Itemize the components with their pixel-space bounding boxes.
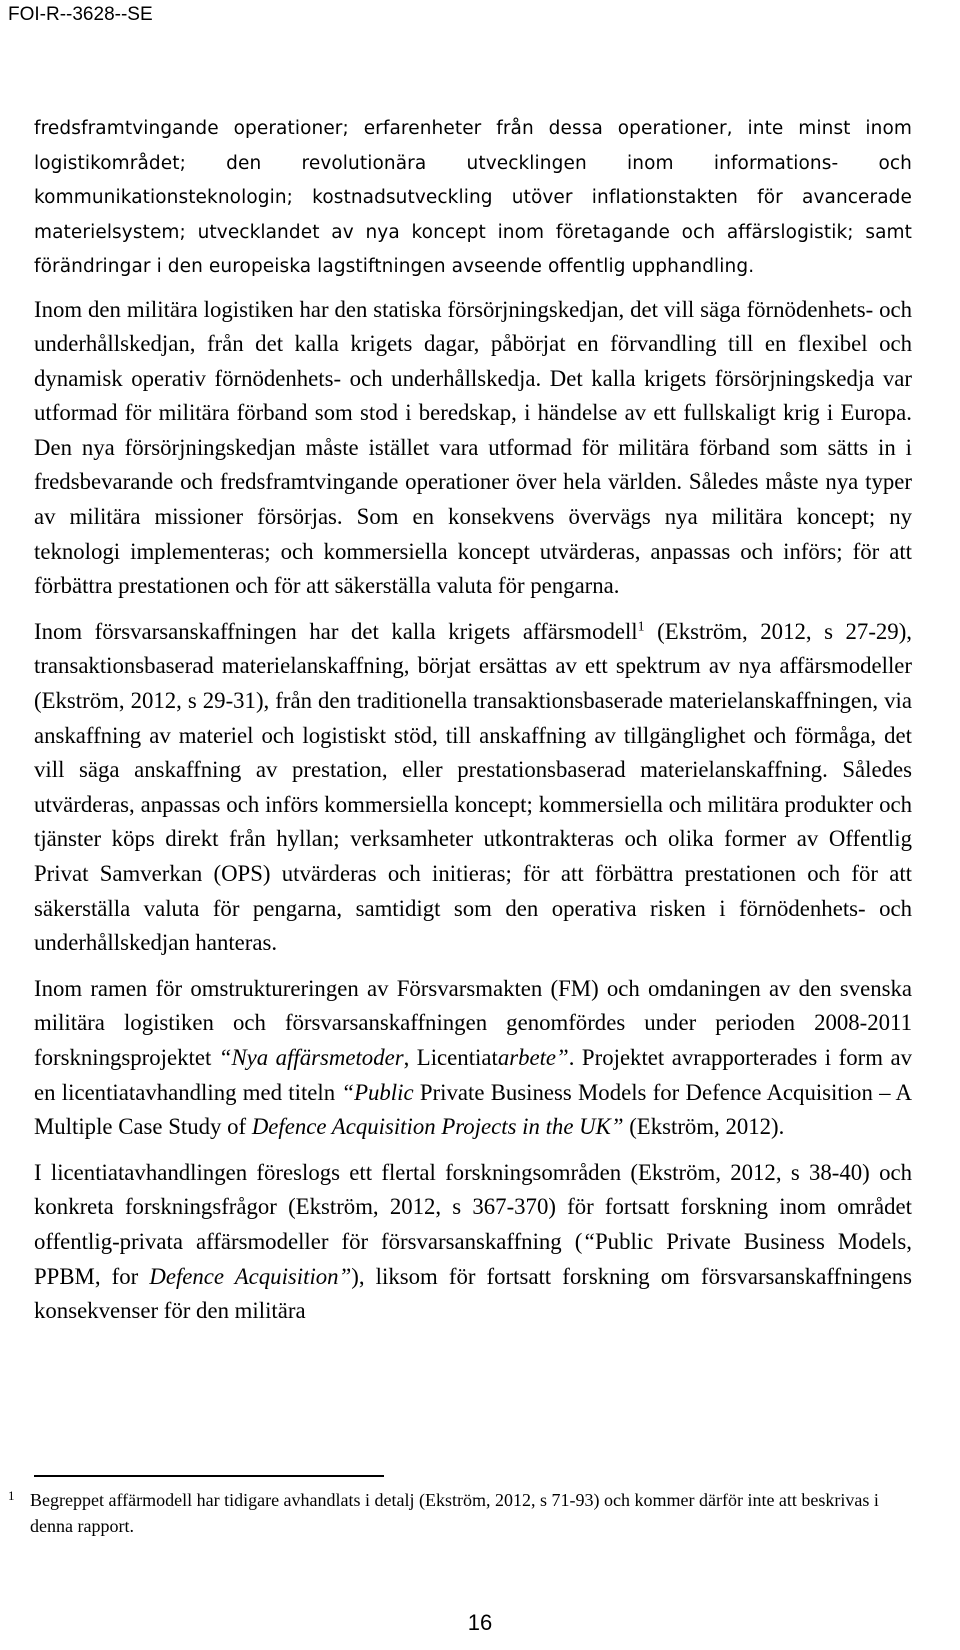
- paragraph-5-text-e: ), liksom för fortsatt forskning om försvarsanskaffningens konsekvenser för den militära: [34, 1263, 913, 1324]
- page-number: 16: [467, 1610, 493, 1635]
- project-title-italic-end: arbete”: [497, 1044, 569, 1070]
- project-title-italic: “Nya affärsmetoder: [218, 1044, 404, 1070]
- paragraph-1: fredsframtvingande operationer; erfarenheter från dessa operationer, inte minst inom logistikområdet; den revolutionära utvecklingen inom informations- och kommunikationsteknologin; kostnadsutveckling utöver inflationstakten för avancerade materielsystem; utvecklandet av nya koncept inom företagande och affärslogistik; samt förändringar i den europeiska lagstiftningen avseende offentlig upphandling.: [34, 118, 912, 277]
- paragraph-4-text-e: . Projektet avrapporterades i form av en licentiatavhandling med titeln: [34, 1044, 912, 1105]
- paragraph-4-text-a: Inom ramen för omstruktureringen av Försvarsmakten (FM) och omdaningen av den svenska militära logistiken och försvarsanskaffningen genomfördes under perioden 2008-2011 forskningsprojektet: [34, 975, 912, 1070]
- paragraph-4: [34, 972, 912, 1145]
- report-code: FOI-R--3628--SE: [8, 4, 153, 25]
- paragraph-2: Inom den militära logistiken har den statiska försörjningskedjan, det vill säga förnödenhets- och underhållskedjan, från det kalla krigets dagar, påbörjat en förvandling till en flexibel och dynamisk operativ förnödenhets- och underhållskedja. Det kalla krigets försörjningskedja var utformad för militära förband som stod i beredskap, i händelse av ett fullskaligt krig i Europa. Den nya försörjningskedjan måste istället vara utformad för militära förband som sätts in i fredsbevarande och fredsframtvingande operationer över hela världen. Således måste nya typer av militära missioner försörjas. Som en konsekvens övervägs nya militära koncept; ny teknologi implementeras; och kommersiella koncept utvärderas, anpassas och införs; för att förbättra prestationen och för att säkerställa valuta för pengarna.: [34, 296, 912, 599]
- footnote-reference[interactable]: 1: [637, 619, 645, 635]
- paragraph-3-text-a: Inom försvarsanskaffningen har det kalla krigets affärsmodell: [34, 618, 638, 644]
- thesis-title-text: Private Business Models for Defence Acquisition – A Multiple Case Study of: [34, 1079, 912, 1140]
- footnote-text: Begreppet affärmodell har tidigare avhandlats i detalj (Ekström, 2012, s 71-93) och kommer därför inte att beskrivas i denna rapport.: [30, 1490, 879, 1536]
- body-text: [34, 112, 912, 1340]
- paragraph-3-text-b: (Ekström, 2012, s 27-29), transaktionsbaserad materielanskaffning, börjat ersättas av ett spektrum av nya affärsmodeller (Ekström, 2012, s 29-31), från den traditionella transaktionsbaserade materielanskaffningen, via anskaffning av materiel och logistiskt stöd, till anskaffning av tillgänglighet och förmåga, det vill säga anskaffning av prestation, eller prestationsbaserad materielanskaffning. Således utvärderas, anpassas och införs kommersiella koncept; kommersiella och militära produkter och tjänster köps direkt från hyllan; verksamheter utkontrakteras och olika former av Offentlig Privat Samverkan (OPS) utvärderas och initieras; för att förbättra prestationen och för att säkerställa valuta för pengarna, samtidigt som den operativa risken i förnödenhets- och underhållskedjan hanteras.: [34, 618, 912, 956]
- open-quote-italic: “: [582, 1228, 595, 1254]
- paragraph-5-text-c: Public Private Business Models, PPBM, for: [34, 1228, 913, 1289]
- paragraph-5: [34, 1156, 912, 1329]
- footnote: [8, 1487, 912, 1539]
- footnote-number: 1: [8, 1488, 15, 1503]
- paragraph-5-text-a: I licentiatavhandlingen föreslogs ett flertal forskningsområden (Ekström, 2012, s 38-40) och konkreta forskningsfrågor (Ekström, 2012, s 367-370) för fortsatt forskning inom området offentlig-privata affärsmodeller för försvarsanskaffning (: [34, 1159, 912, 1254]
- paragraph-4-text-i: (Ekström, 2012).: [623, 1114, 785, 1140]
- thesis-title-italic-start: “Public: [341, 1079, 414, 1105]
- defence-acquisition-italic: Defence Acquisition”: [149, 1263, 352, 1289]
- footnote-divider: [34, 1475, 384, 1477]
- thesis-title-italic-end: Defence Acquisition Projects in the UK”: [251, 1114, 624, 1140]
- paragraph-3: [34, 615, 912, 961]
- paragraph-4-text-c: , Licentiat: [403, 1044, 498, 1070]
